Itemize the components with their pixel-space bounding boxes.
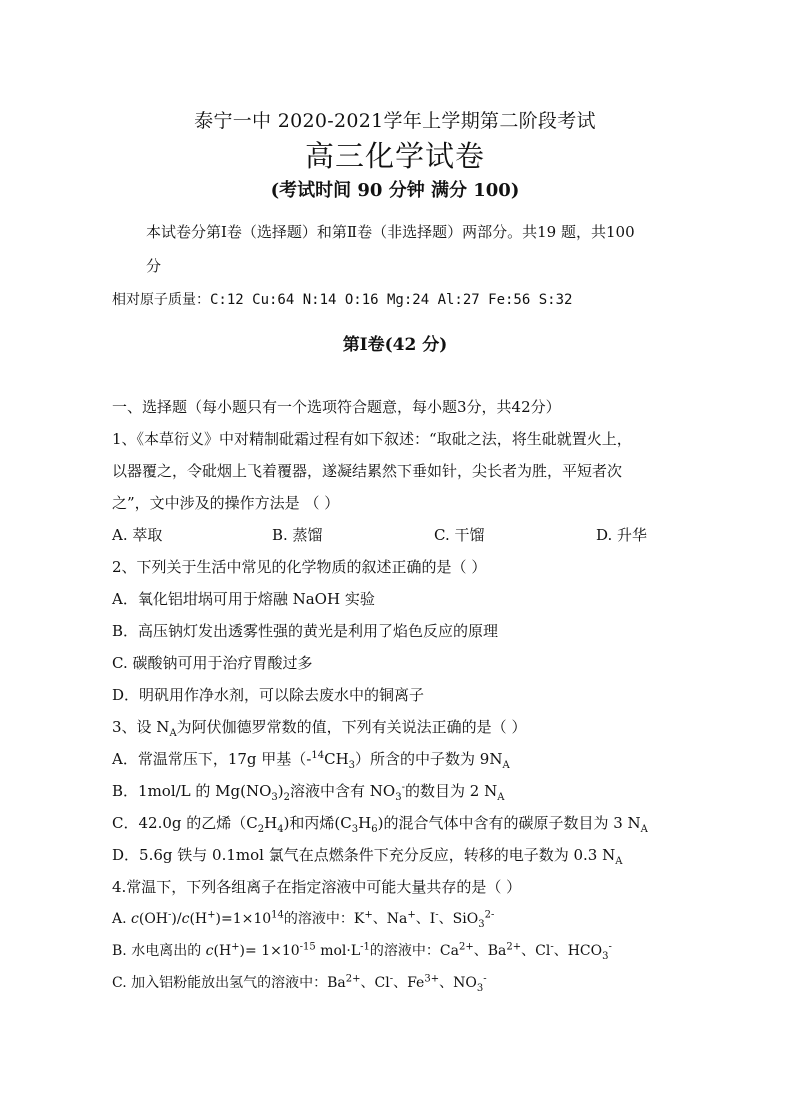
q4-a-p2: )/ [171, 911, 182, 927]
q4-stem: 4.常温下，下列各组离子在指定溶液中可能大量共存的是（ ） [112, 878, 522, 896]
q3-b-paren: ) [277, 782, 284, 800]
intro-line-2: 分 [146, 257, 162, 275]
q4-c-sup1: 2+ [345, 973, 361, 985]
q1-option-d: D. 升华 [596, 526, 648, 544]
q4-b-sup5: 2+ [506, 941, 522, 953]
q2-option-b: B．高压钠灯发出透雾性强的黄光是利用了焰色反应的原理 [112, 622, 499, 640]
q3-c-s2: 4 [277, 824, 284, 835]
q1-option-b: B. 蒸馏 [272, 526, 323, 544]
q3-c-text-2: )和丙烯(C [283, 814, 352, 832]
q4-a-p4: )=1×10 [215, 911, 272, 927]
exam-duration: (考试时间 90 分钟 满分 100) [270, 180, 520, 201]
q1-option-a: A. 萃取 [112, 526, 163, 544]
q2-option-a: A．氧化铝坩埚可用于熔融 NaOH 实验 [112, 590, 375, 608]
q3-a-text: A．常温常压下，17g 甲基（- [112, 750, 312, 768]
q4-a-na: 、Na [372, 911, 408, 927]
q4-b-unit: mol·L [315, 943, 361, 959]
q3-c-s3: 3 [351, 824, 359, 835]
q4-a-sup6: - [435, 909, 439, 921]
q3-b-sub3: 3 [395, 792, 402, 803]
q4-a-i: 、I [415, 911, 436, 927]
q1-stem-line-3: 之”，文中涉及的操作方法是 （ ） [112, 494, 340, 512]
q4-b-sup2: -15 [299, 941, 316, 953]
q2-stem: 2、下列关于生活中常见的化学物质的叙述正确的是（ ） [112, 558, 487, 576]
q4-b-sup1: + [231, 941, 240, 953]
q3-c-h: H [264, 814, 278, 832]
q4-c-sup4: - [483, 973, 487, 985]
q4-a-post: 的溶液中：K [283, 911, 365, 927]
q4-b-sup4: 2+ [458, 941, 474, 953]
q3-b-subA: A [497, 792, 505, 803]
q3-stem [112, 717, 526, 737]
q3-a-sup: 14 [311, 750, 325, 761]
q3-b-sup: - [401, 782, 405, 793]
q3-a-text-2: ）所含的中子数为 9N [355, 750, 503, 768]
q4-a-sub7: 3 [478, 918, 485, 930]
q4-b-h: (H [213, 943, 232, 959]
q3-stem-text: 3、设 N [112, 718, 170, 736]
q1-option-c: C. 干馏 [434, 526, 485, 544]
q4-a-sup1: - [168, 909, 172, 921]
q4-c-fe: 、Fe [393, 975, 425, 991]
atomic-mass-line: 相对原子质量：C:12 Cu:64 N:14 O:16 Mg:24 Al:27 Fe:56 S:32 [112, 292, 573, 308]
q4-a-sup2: + [207, 909, 216, 921]
q4-a-sup5: + [407, 909, 416, 921]
q4-a-c2: c [181, 911, 190, 927]
q4-c-sub4: 3 [476, 982, 484, 994]
q4-a-p1: (OH [138, 911, 169, 927]
q3-c-h2: H [358, 814, 372, 832]
q3-option-d [112, 845, 622, 865]
q3-d-text: D．5.6g 铁与 0.1mol 氯气在点燃条件下充分反应，转移的电子数为 0.3 N [112, 846, 616, 864]
q2-option-c: C. 碳酸钠可用于治疗胃酸过多 [112, 654, 313, 672]
q3-d-subA: A [615, 856, 623, 867]
q3-b-text-3: 的数目为 2 N [404, 782, 498, 800]
school-exam-line: 泰宁一中 2020-2021学年上学期第二阶段考试 [194, 110, 596, 132]
q3-c-s1: 2 [257, 824, 265, 835]
q4-a-c1: c [131, 911, 139, 927]
q1-stem-line-1: 1、《本草衍义》中对精制砒霜过程有如下叙述：“取砒之法，将生砒就置火上， [112, 430, 632, 448]
q1-stem-line-2: 以器覆之，令砒烟上飞着覆器，遂凝结累然下垂如针，尖长者为胜，平短者次 [112, 462, 623, 480]
intro-line-1: 本试卷分第Ⅰ卷（选择题）和第Ⅱ卷（非选择题）两部分。共19 题，共100 [146, 223, 635, 241]
q4-option-c [112, 973, 487, 993]
q3-b-text-2: 溶液中含有 NO [290, 782, 396, 800]
q3-b-sub1: 3 [271, 792, 278, 803]
q3-c-s4: 6 [371, 824, 378, 835]
q3-c-text-3: )的混合气体中含有的碳原子数目为 3 N [377, 814, 641, 832]
q4-c-sup2: - [389, 973, 394, 985]
q4-b-ba: 、Ba [473, 943, 507, 959]
q4-b-sup6: - [550, 941, 554, 953]
q3-c-subA: A [640, 824, 648, 835]
q4-b-sub7: 3 [602, 950, 609, 962]
q4-a-p3: (H [189, 911, 208, 927]
q4-a-sup3: 14 [271, 909, 284, 921]
q4-a-sup7: 2- [484, 909, 495, 921]
q4-b-c: c [205, 943, 214, 959]
q4-c-cl: 、Cl [360, 975, 390, 991]
exam-title: 高三化学试卷 [304, 139, 485, 173]
q3-a-formula: CH [324, 750, 349, 768]
q4-a-sup4: + [364, 909, 373, 921]
q4-b-label: B. 水电离出的 [112, 943, 206, 959]
q3-option-b [112, 781, 504, 801]
q4-a-label: A. [112, 911, 132, 927]
q3-option-c [112, 813, 648, 833]
q3-c-text: C．42.0g 的乙烯（C [112, 814, 258, 832]
q4-b-post: 的溶液中：Ca [369, 943, 459, 959]
q4-c-sup3: 3+ [424, 973, 440, 985]
choice-section-heading: 一、选择题（每小题只有一个选项符合题意，每小题3分，共42分） [112, 398, 561, 416]
section-title: 第Ⅰ卷(42 分) [342, 335, 448, 355]
q3-stem-text-2: 为阿伏伽德罗常数的值，下列有关说法正确的是（ ） [176, 718, 527, 736]
q3-b-text: B．1mol/L 的 Mg(NO [112, 782, 272, 800]
q3-a-sub: 3 [348, 760, 356, 771]
q3-stem-sub: A [169, 728, 177, 739]
q3-option-a [112, 749, 510, 769]
q2-option-d: D．明矾用作净水剂，可以除去废水中的铜离子 [112, 686, 425, 704]
q4-b-cl: 、Cl [521, 943, 551, 959]
q4-option-b [112, 941, 612, 961]
q4-b-sup7: - [608, 941, 612, 953]
q4-b-hco: 、HCO [553, 943, 603, 959]
q4-c-label: C. 加入铝粉能放出氢气的溶液中：Ba [112, 975, 346, 991]
q4-a-si: 、SiO [438, 911, 479, 927]
q4-c-no: 、NO [439, 975, 477, 991]
q3-a-subA: A [502, 760, 510, 771]
q4-option-a [112, 909, 494, 929]
q3-b-sub2: 2 [283, 792, 291, 803]
q4-b-eq: )= 1×10 [239, 943, 300, 959]
q4-b-sup3: -1 [360, 941, 370, 953]
